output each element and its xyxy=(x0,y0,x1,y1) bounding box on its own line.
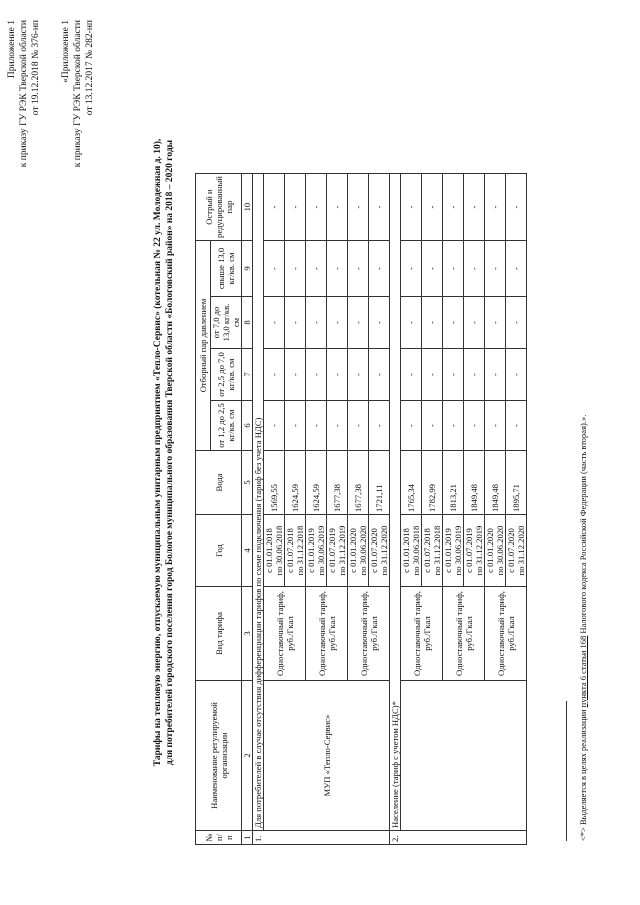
empty-tariff-dash: - xyxy=(422,174,443,241)
col-number: 1 xyxy=(242,831,253,845)
section-row xyxy=(390,174,401,845)
empty-tariff-dash: - xyxy=(348,174,369,241)
empty-tariff-dash: - xyxy=(348,349,369,401)
period-to: по 30.06.2019 xyxy=(453,525,463,576)
table-row xyxy=(264,174,285,845)
water-tariff: 1849,48 xyxy=(485,451,506,515)
empty-tariff-dash: - xyxy=(264,241,285,297)
period-from: с 01.07.2018 xyxy=(285,528,295,573)
empty-tariff-dash: - xyxy=(485,401,506,451)
col-header-pressure-3: от 7,0 до 13,0 кг/кв. см xyxy=(211,297,242,349)
water-tariff: 1624,59 xyxy=(306,451,327,515)
title-line-1: Тарифы на тепловую энергию, отпускаемую муниципальным унитарным предприятием «Тепло-Сервис» (котельная № 22 ул. Молодежная д. 10), xyxy=(153,138,163,767)
period-to: по 30.06.2020 xyxy=(358,525,368,576)
tariff-kind: Одноставочный тариф, руб./Гкал xyxy=(348,587,390,681)
title-line-2: для потребителей городского поселения город Бологое муниципального образования Тверской области «Бологовский район» на 2018 – 2020 годы xyxy=(165,139,175,766)
period-to: по 30.06.2018 xyxy=(411,525,421,576)
empty-tariff-dash: - xyxy=(306,401,327,451)
table-row xyxy=(401,174,422,845)
header-line: от 19.12.2018 № 376-нп xyxy=(31,20,41,116)
empty-tariff-dash: - xyxy=(422,401,443,451)
col-number: 2 xyxy=(242,681,253,831)
period-to: по 31.12.2020 xyxy=(516,525,526,576)
col-header-organization: Наименование регулируемой организации xyxy=(196,681,242,831)
header-line: к приказу ГУ РЭК Тверской области xyxy=(73,20,83,168)
water-tariff: 1813,21 xyxy=(443,451,464,515)
water-tariff: 1765,34 xyxy=(401,451,422,515)
header-line: Приложение 1 xyxy=(7,20,17,79)
empty-tariff-dash: - xyxy=(464,174,485,241)
col-number: 6 xyxy=(242,401,253,451)
footnote-text: <*> Выделяется в целях реализации xyxy=(578,707,588,841)
period-to: по 31.12.2019 xyxy=(337,525,347,576)
empty-tariff-dash: - xyxy=(506,241,527,297)
col-header-number: № п/п xyxy=(196,831,242,845)
period-from: с 01.07.2020 xyxy=(369,528,379,573)
empty-tariff-dash: - xyxy=(264,174,285,241)
col-header-steam-group: Отборный пар давлением xyxy=(196,241,211,451)
water-tariff: 1677,38 xyxy=(327,451,348,515)
footnote-text-end: Налогового кодекса Российской Федерации (часть вторая).». xyxy=(578,414,588,636)
period-from: с 01.01.2020 xyxy=(348,528,358,573)
footnote-divider xyxy=(566,701,567,841)
period-from: с 01.01.2019 xyxy=(443,528,453,573)
empty-tariff-dash: - xyxy=(369,174,390,241)
period-from: с 01.01.2018 xyxy=(401,528,411,573)
section-label: Для потребителей в случае отсутствия дифференциации тарифов по схеме подключения (тариф без учета НДС) xyxy=(253,174,264,831)
section-row xyxy=(253,174,264,845)
period-from: с 01.07.2019 xyxy=(327,528,337,573)
empty-tariff-dash: - xyxy=(506,174,527,241)
empty-tariff-dash: - xyxy=(443,401,464,451)
empty-tariff-dash: - xyxy=(443,349,464,401)
empty-tariff-dash: - xyxy=(264,349,285,401)
period-cell xyxy=(485,515,506,587)
water-tariff: 1849,48 xyxy=(464,451,485,515)
water-tariff: 1721,11 xyxy=(369,451,390,515)
period-cell xyxy=(306,515,327,587)
empty-tariff-dash: - xyxy=(348,297,369,349)
empty-tariff-dash: - xyxy=(464,401,485,451)
col-header-year: Год xyxy=(196,515,242,587)
empty-tariff-dash: - xyxy=(485,349,506,401)
footnote xyxy=(578,415,588,841)
tariff-kind: Одноставочный тариф, руб./Гкал xyxy=(264,587,306,681)
empty-tariff-dash: - xyxy=(443,241,464,297)
section-number: 2. xyxy=(390,831,527,845)
empty-tariff-dash: - xyxy=(306,174,327,241)
footnote-link[interactable]: пункта 6 статьи 168 xyxy=(578,635,588,708)
empty-tariff-dash: - xyxy=(327,241,348,297)
empty-tariff-dash: - xyxy=(485,174,506,241)
period-cell xyxy=(464,515,485,587)
empty-tariff-dash: - xyxy=(401,174,422,241)
col-number: 5 xyxy=(242,451,253,515)
water-tariff: 1624,59 xyxy=(285,451,306,515)
period-to: по 31.12.2019 xyxy=(474,525,484,576)
empty-tariff-dash: - xyxy=(327,297,348,349)
header-line: от 13.12.2017 № 282-нп xyxy=(85,20,95,116)
tariff-table-body xyxy=(253,174,527,845)
empty-tariff-dash: - xyxy=(306,241,327,297)
empty-tariff-dash: - xyxy=(348,241,369,297)
col-header-pressure-4: свыше 13,0 кг/кв. см xyxy=(211,241,242,297)
col-header-pressure-1: от 1,2 до 2,5 кг/кв. см xyxy=(211,401,242,451)
empty-tariff-dash: - xyxy=(285,174,306,241)
water-tariff: 1569,55 xyxy=(264,451,285,515)
period-to: по 31.12.2018 xyxy=(295,525,305,576)
empty-tariff-dash: - xyxy=(327,174,348,241)
empty-tariff-dash: - xyxy=(443,297,464,349)
empty-tariff-dash: - xyxy=(485,241,506,297)
period-from: с 01.07.2018 xyxy=(422,528,432,573)
header-line: к приказу ГУ РЭК Тверской области xyxy=(19,20,29,168)
period-from: с 01.07.2019 xyxy=(464,528,474,573)
col-number: 7 xyxy=(242,349,253,401)
empty-tariff-dash: - xyxy=(464,241,485,297)
section-label: Население (тариф с учетом НДС)* xyxy=(390,174,401,831)
period-cell xyxy=(401,515,422,587)
empty-tariff-dash: - xyxy=(485,297,506,349)
empty-tariff-dash: - xyxy=(506,401,527,451)
period-cell xyxy=(285,515,306,587)
col-header-water: Вода xyxy=(196,451,242,515)
period-from: с 01.01.2018 xyxy=(264,528,274,573)
period-to: по 30.06.2019 xyxy=(316,525,326,576)
period-from: с 01.01.2019 xyxy=(306,528,316,573)
empty-tariff-dash: - xyxy=(264,401,285,451)
tariff-kind: Одноставочный тариф, руб./Гкал xyxy=(306,587,348,681)
empty-tariff-dash: - xyxy=(348,401,369,451)
period-to: по 30.06.2020 xyxy=(495,525,505,576)
document-title xyxy=(152,30,176,875)
empty-tariff-dash: - xyxy=(464,297,485,349)
empty-tariff-dash: - xyxy=(369,241,390,297)
col-number: 4 xyxy=(242,515,253,587)
col-number: 8 xyxy=(242,297,253,349)
col-header-pressure-2: от 2,5 до 7,0 кг/кв. см xyxy=(211,349,242,401)
empty-tariff-dash: - xyxy=(285,297,306,349)
tariff-kind: Одноставочный тариф, руб./Гкал xyxy=(485,587,527,681)
empty-tariff-dash: - xyxy=(306,349,327,401)
empty-tariff-dash: - xyxy=(401,297,422,349)
tariff-kind: Одноставочный тариф, руб./Гкал xyxy=(401,587,443,681)
period-to: по 31.12.2018 xyxy=(432,525,442,576)
empty-tariff-dash: - xyxy=(422,349,443,401)
empty-tariff-dash: - xyxy=(401,401,422,451)
period-to: по 30.06.2018 xyxy=(274,525,284,576)
col-header-acute-steam: Острый и редуцированный пар xyxy=(196,174,242,241)
empty-tariff-dash: - xyxy=(264,297,285,349)
empty-tariff-dash: - xyxy=(506,349,527,401)
empty-tariff-dash: - xyxy=(443,174,464,241)
empty-tariff-dash: - xyxy=(369,349,390,401)
period-from: с 01.07.2020 xyxy=(506,528,516,573)
header-line: «Приложение 1 xyxy=(61,20,71,83)
tariff-table xyxy=(195,173,527,845)
period-cell xyxy=(422,515,443,587)
water-tariff: 1782,99 xyxy=(422,451,443,515)
empty-tariff-dash: - xyxy=(327,349,348,401)
appendix-header-previous xyxy=(60,20,96,167)
empty-tariff-dash: - xyxy=(464,349,485,401)
water-tariff: 1677,38 xyxy=(348,451,369,515)
empty-tariff-dash: - xyxy=(506,297,527,349)
organization-name: МУП «Тепло-Сервис» xyxy=(264,681,390,831)
tariff-kind: Одноставочный тариф, руб./Гкал xyxy=(443,587,485,681)
period-cell xyxy=(443,515,464,587)
col-number: 10 xyxy=(242,174,253,241)
empty-tariff-dash: - xyxy=(306,297,327,349)
empty-tariff-dash: - xyxy=(422,241,443,297)
period-from: с 01.01.2020 xyxy=(485,528,495,573)
empty-tariff-dash: - xyxy=(285,241,306,297)
section-number: 1. xyxy=(253,831,390,845)
col-number: 9 xyxy=(242,241,253,297)
water-tariff: 1895,71 xyxy=(506,451,527,515)
empty-tariff-dash: - xyxy=(369,401,390,451)
appendix-header-current xyxy=(6,20,42,167)
period-cell xyxy=(348,515,369,587)
empty-tariff-dash: - xyxy=(369,297,390,349)
empty-tariff-dash: - xyxy=(285,401,306,451)
col-number: 3 xyxy=(242,587,253,681)
col-header-tariff-kind: Вид тарифа xyxy=(196,587,242,681)
empty-tariff-dash: - xyxy=(327,401,348,451)
period-cell xyxy=(327,515,348,587)
period-to: по 31.12.2020 xyxy=(379,525,389,576)
period-cell xyxy=(506,515,527,587)
organization-name xyxy=(401,681,527,831)
period-cell xyxy=(369,515,390,587)
period-cell xyxy=(264,515,285,587)
empty-tariff-dash: - xyxy=(285,349,306,401)
empty-tariff-dash: - xyxy=(422,297,443,349)
empty-tariff-dash: - xyxy=(401,349,422,401)
empty-tariff-dash: - xyxy=(401,241,422,297)
